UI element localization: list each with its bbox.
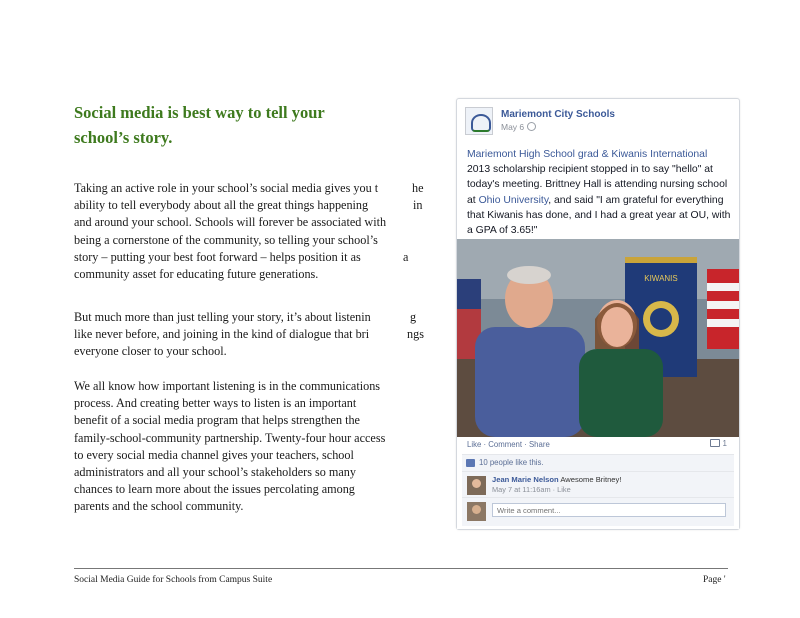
comment-body: Awesome Britney! bbox=[558, 475, 622, 484]
line-text: story – putting your best foot forward – helps position it as bbox=[74, 249, 361, 264]
likes-text[interactable]: 10 people like this. bbox=[479, 458, 544, 467]
line-fragment: a bbox=[403, 249, 409, 264]
banner-text: KIWANIS bbox=[644, 274, 678, 283]
comment-bubble-icon bbox=[710, 439, 720, 447]
post-photo[interactable] bbox=[457, 239, 739, 437]
comment-text bbox=[492, 475, 621, 484]
page-name-link[interactable]: Mariemont City Schools bbox=[501, 109, 615, 120]
paragraph-line bbox=[74, 266, 434, 283]
heading-line-1: Social media is best way to tell your bbox=[74, 103, 325, 122]
paragraph-line bbox=[74, 378, 434, 395]
comment-count-value: 1 bbox=[722, 439, 727, 448]
line-fragment: g bbox=[410, 310, 417, 324]
like-thumb-icon bbox=[466, 459, 475, 467]
like-link[interactable]: Like bbox=[467, 440, 482, 449]
post-header bbox=[465, 107, 725, 137]
globe-icon bbox=[527, 122, 536, 131]
write-comment-input[interactable] bbox=[492, 503, 726, 517]
paragraph-line bbox=[74, 232, 434, 249]
comment-item bbox=[462, 471, 734, 497]
post-footer bbox=[457, 437, 739, 529]
paragraph-line bbox=[74, 464, 434, 481]
paragraph-3 bbox=[74, 378, 434, 516]
paragraph-2 bbox=[74, 309, 434, 361]
action-separator: · bbox=[522, 440, 529, 449]
line-text: We all know how important listening is in the communications bbox=[74, 379, 381, 393]
line-text: parents and the school community. bbox=[74, 499, 244, 514]
action-separator: · bbox=[481, 440, 489, 449]
paragraph-line bbox=[74, 343, 434, 360]
viewer-avatar bbox=[467, 502, 486, 521]
line-text: community asset for educating future generations. bbox=[74, 266, 319, 281]
post-text-part: 2013 scholarship recipient stopped in to say "hello" at today's meeting. Brittney Hall is attending nursing school at bbox=[467, 164, 728, 206]
post-link-ohio-university[interactable]: Ohio University bbox=[478, 194, 549, 206]
line-text: process. And creating better ways to listen is an important bbox=[74, 396, 357, 411]
line-text: to every social media channel gives your teachers, school bbox=[74, 447, 354, 462]
paragraph-line bbox=[74, 430, 434, 447]
paragraph-line bbox=[74, 180, 434, 197]
line-text: chances to learn more about the issues percolating among bbox=[74, 482, 355, 497]
paragraph-line bbox=[74, 498, 434, 515]
write-comment-row bbox=[462, 497, 734, 526]
photo-illustration bbox=[457, 239, 739, 437]
post-text-part: , and said "I am grateful for everything that Kiwanis has done, and I had a great year at OU, with a GPA of 3.65!" bbox=[467, 194, 731, 237]
page-number: Page ' bbox=[703, 575, 726, 585]
comment-meta[interactable]: May 7 at 11:16am · Like bbox=[492, 485, 571, 494]
paragraph-line bbox=[74, 214, 434, 231]
post-link-kiwanis[interactable]: Mariemont High School grad & Kiwanis International bbox=[467, 149, 708, 160]
footer-title: Social Media Guide for Schools from Campus Suite bbox=[74, 575, 273, 585]
post-date-text: May 6 bbox=[501, 122, 525, 132]
line-text: family-school-community partnership. Twenty-four hour access bbox=[74, 430, 386, 445]
footer-divider bbox=[74, 568, 728, 569]
paragraph-line bbox=[74, 447, 434, 464]
line-fragment: in bbox=[413, 198, 423, 213]
share-link[interactable]: Share bbox=[528, 440, 550, 449]
page-logo-icon[interactable] bbox=[465, 107, 493, 135]
line-text: like never before, and joining in the kind of dialogue that bri bbox=[74, 327, 370, 342]
line-text: administrators and all your school’s stakeholders so many bbox=[74, 464, 356, 479]
paragraph-line bbox=[74, 309, 434, 326]
line-text: But much more than just telling your story, it’s about listenin bbox=[74, 310, 371, 324]
comment-link[interactable]: Comment bbox=[488, 440, 523, 449]
paragraph-line bbox=[74, 197, 434, 214]
paragraph-line bbox=[74, 395, 434, 412]
paragraph-line bbox=[74, 412, 434, 429]
likes-row bbox=[462, 454, 734, 471]
paragraph-1 bbox=[74, 180, 434, 283]
line-fragment: he bbox=[412, 181, 424, 195]
paragraph-line bbox=[74, 326, 434, 343]
commenter-avatar[interactable] bbox=[467, 476, 486, 495]
line-text: everyone closer to your school. bbox=[74, 344, 227, 359]
paragraph-line bbox=[74, 481, 434, 498]
line-text: benefit of a social media program that helps strengthen the bbox=[74, 413, 360, 428]
heading-line-2: school’s story. bbox=[74, 128, 173, 147]
paragraph-line bbox=[74, 249, 434, 266]
comment-count[interactable] bbox=[710, 439, 727, 448]
post-text bbox=[467, 147, 733, 238]
line-fragment: ngs bbox=[407, 327, 424, 342]
line-text: ability to tell everybody about all the great things happening bbox=[74, 198, 369, 213]
line-text: Taking an active role in your school’s social media gives you t bbox=[74, 181, 379, 195]
post-actions bbox=[467, 440, 550, 449]
facebook-post-card bbox=[456, 98, 740, 530]
section-heading bbox=[74, 100, 374, 150]
comment-author-link[interactable]: Jean Marie Nelson bbox=[492, 475, 559, 484]
line-text: and around your school. Schools will forever be associated with bbox=[74, 215, 387, 230]
post-date[interactable] bbox=[501, 122, 536, 132]
line-text: being a cornerstone of the community, so telling your school’s bbox=[74, 232, 378, 247]
